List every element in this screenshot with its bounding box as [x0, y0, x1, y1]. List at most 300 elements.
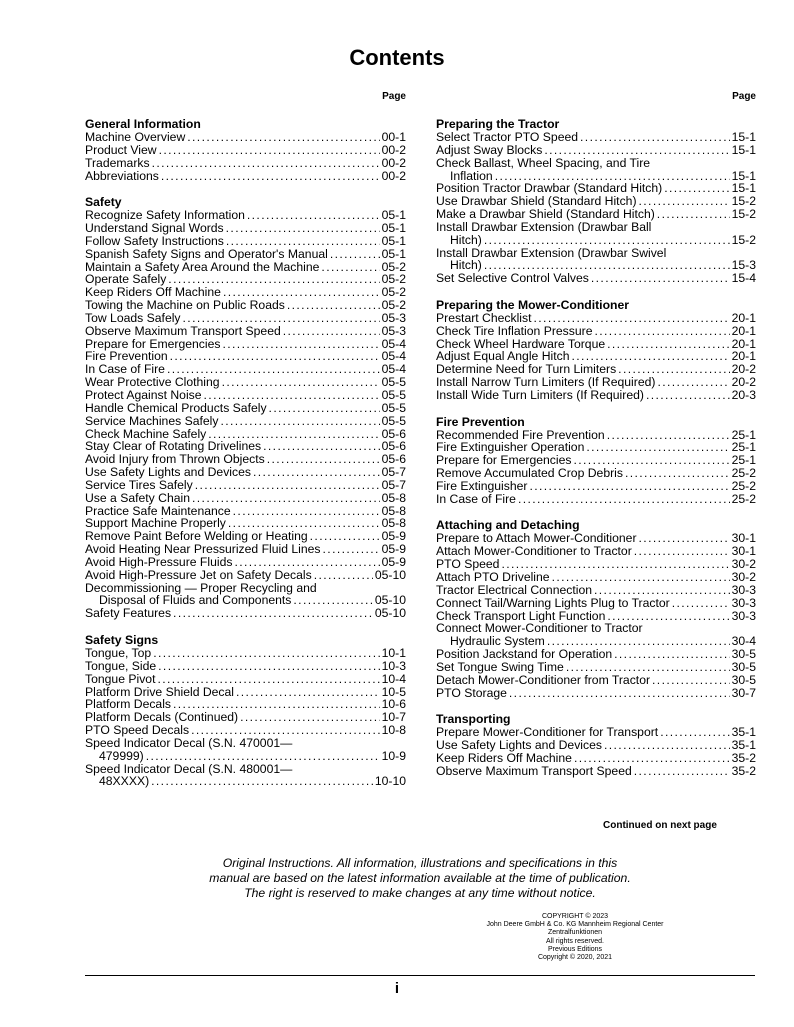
dot-leader — [204, 389, 380, 402]
entry-title: Platform Drive Shield Decal — [85, 684, 235, 699]
dot-leader — [247, 209, 380, 222]
dot-leader — [151, 775, 373, 788]
dot-leader — [157, 673, 379, 686]
toc-entry[interactable] — [85, 737, 406, 763]
toc-section — [436, 118, 756, 285]
dot-leader — [544, 144, 729, 157]
entry-page-number: 05-4 — [381, 362, 406, 377]
toc-entry[interactable] — [436, 584, 756, 597]
toc-entry[interactable] — [436, 622, 756, 648]
entry-title: Keep Riders Off Machine — [436, 750, 572, 765]
entry-page-number: 20-1 — [731, 323, 756, 338]
entry-title: Machine Overview — [85, 130, 186, 144]
dot-leader — [639, 532, 730, 545]
toc-entry[interactable] — [85, 582, 406, 608]
entry-title: Install Wide Turn Limiters (If Required) — [436, 387, 644, 402]
entry-page-number: 15-1 — [731, 181, 756, 196]
entry-page-number: 15-2 — [731, 207, 756, 222]
toc-entry[interactable] — [436, 221, 756, 247]
toc-entry[interactable] — [85, 157, 406, 170]
dot-leader — [222, 338, 379, 351]
toc-entry[interactable] — [85, 170, 406, 183]
entry-title: Towing the Machine on Public Roads — [85, 298, 285, 313]
entry-title: Support Machine Properly — [85, 516, 226, 531]
entry-title: Observe Maximum Transport Speed — [436, 763, 632, 778]
entry-page-number: 35-1 — [731, 738, 756, 753]
dot-leader — [220, 415, 379, 428]
entry-title: Avoid High-Pressure Fluids — [85, 554, 233, 569]
entry-page-number: 05-6 — [381, 426, 406, 441]
toc-entry[interactable] — [85, 492, 406, 505]
dot-leader — [226, 235, 380, 248]
entry-page-number: 30-5 — [731, 647, 756, 662]
entry-title: Service Tires Safely — [85, 477, 193, 492]
dot-leader — [323, 543, 380, 556]
dot-leader — [240, 711, 380, 724]
dot-leader — [594, 325, 729, 338]
toc-entry[interactable] — [436, 765, 756, 778]
entry-title: Install Narrow Turn Limiters (If Required) — [436, 375, 656, 390]
entry-title: Recognize Safety Information — [85, 208, 245, 223]
dot-leader — [173, 607, 373, 620]
entry-page-number: 15-3 — [731, 258, 756, 273]
footer-divider — [85, 975, 755, 976]
entry-page-number: 30-3 — [731, 595, 756, 610]
toc-entry[interactable] — [436, 739, 756, 752]
toc-entry[interactable] — [85, 673, 406, 686]
entry-page-number: 25-2 — [731, 491, 756, 506]
dot-leader — [330, 248, 380, 261]
entry-title: Handle Chemical Products Safely — [85, 400, 267, 415]
entry-page-number: 05-1 — [381, 208, 406, 223]
entry-title: Fire Extinguisher — [436, 479, 528, 493]
dot-leader — [158, 660, 379, 673]
dot-leader — [195, 479, 380, 492]
entry-title: Adjust Equal Angle Hitch — [436, 349, 570, 364]
entry-page-number: 05-1 — [381, 221, 406, 236]
entry-page-number: 25-2 — [731, 466, 756, 481]
entry-page-number: 35-2 — [731, 763, 756, 778]
entry-title: In Case of Fire — [436, 491, 516, 506]
dot-leader — [192, 492, 380, 505]
section-title: Transporting — [436, 712, 511, 727]
toc-column-right — [436, 90, 756, 791]
entry-page-number: 05-9 — [381, 554, 406, 569]
entry-page-number: 10-5 — [381, 684, 406, 699]
entry-page-number: 35-2 — [731, 750, 756, 765]
entry-title: Avoid Heating Near Pressurized Fluid Lines — [85, 542, 321, 557]
toc-entry[interactable] — [436, 480, 756, 493]
entry-title: Connect Tail/Warning Lights Plug to Tractor — [436, 595, 670, 610]
entry-page-number: 05-8 — [381, 516, 406, 531]
entry-title: Product View — [85, 142, 157, 157]
entry-title: Check Transport Light Function — [436, 608, 606, 623]
entry-page-number: 30-1 — [731, 544, 756, 559]
dot-leader — [591, 272, 730, 285]
entry-title: Check Machine Safely — [85, 426, 207, 441]
dot-leader — [580, 131, 730, 144]
entry-title-continuation: Hitch) — [450, 232, 482, 247]
entry-page-number: 30-2 — [731, 570, 756, 585]
toc-entry[interactable] — [85, 556, 406, 569]
entry-page-number: 05-9 — [381, 542, 406, 557]
dot-leader — [191, 724, 379, 737]
entry-page-number: 30-5 — [731, 672, 756, 687]
toc-section — [85, 196, 406, 620]
entry-page-number: 30-1 — [731, 531, 756, 546]
toc-section — [436, 416, 756, 506]
copyright-line: All rights reserved. — [546, 937, 604, 945]
entry-title: Follow Safety Instructions — [85, 233, 224, 248]
section-title: Preparing the Tractor — [436, 117, 560, 131]
toc-entry[interactable] — [436, 571, 756, 584]
entry-page-number: 05-1 — [381, 233, 406, 248]
toc-section — [85, 634, 406, 788]
entry-title: Position Jackstand for Operation — [436, 647, 613, 662]
dot-leader — [657, 376, 729, 389]
dot-leader — [634, 545, 730, 558]
dot-leader — [222, 376, 380, 389]
entry-page-number: 05-3 — [381, 310, 406, 325]
entry-page-number: 00-2 — [381, 168, 406, 183]
dot-leader — [566, 661, 730, 674]
toc-entry[interactable] — [85, 235, 406, 248]
section-title: Fire Prevention — [436, 414, 525, 429]
entry-title-continuation: Hitch) — [450, 258, 482, 273]
entry-page-number: 30-4 — [731, 634, 756, 649]
entry-page-number: 05-5 — [381, 387, 406, 402]
entry-title: Wear Protective Clothing — [85, 375, 220, 390]
entry-page-number: 10-10 — [374, 774, 406, 789]
toc-entry[interactable] — [85, 325, 406, 338]
toc-entry[interactable] — [85, 569, 406, 582]
entry-title: Attach Mower-Conditioner to Tractor — [436, 544, 632, 559]
entry-page-number: 30-5 — [731, 659, 756, 674]
copyright-line: Copyright © 2020, 2021 — [537, 954, 613, 962]
toc-section — [436, 299, 756, 402]
entry-title: Fire Prevention — [85, 349, 168, 364]
entry-page-number: 00-1 — [381, 130, 406, 144]
dot-leader — [586, 441, 729, 454]
entry-page-number: 15-2 — [731, 194, 756, 209]
entry-title: Install Drawbar Extension (Drawbar Swivel — [436, 245, 667, 260]
toc-entry[interactable] — [85, 299, 406, 312]
entry-page-number: 35-1 — [731, 725, 756, 740]
dot-leader — [226, 222, 380, 235]
entry-page-number: 15-4 — [731, 271, 756, 286]
copyright-line: Previous Editions — [547, 945, 603, 953]
entry-page-number: 30-3 — [731, 608, 756, 623]
toc-section — [85, 118, 406, 182]
toc-entry[interactable] — [436, 131, 756, 144]
toc-entry[interactable] — [436, 325, 756, 338]
dot-leader — [267, 453, 380, 466]
entry-title: Prepare to Attach Mower-Conditioner — [436, 531, 637, 546]
entry-title: Connect Mower-Conditioner to Tractor — [436, 621, 643, 636]
entry-title: Decommissioning — Proper Recycling and — [85, 580, 317, 595]
entry-title: Platform Decals — [85, 697, 172, 712]
entry-page-number: 10-4 — [381, 671, 406, 686]
entry-page-number: 05-4 — [381, 336, 406, 351]
entry-title: Use Safety Lights and Devices — [436, 738, 602, 753]
entry-title: Fire Extinguisher Operation — [436, 440, 585, 455]
notice-line: Original Instructions. All information, illustrations and specifications in this — [222, 856, 618, 870]
entry-page-number: 15-2 — [731, 232, 756, 247]
toc-sections-left — [85, 118, 406, 788]
toc-sections-right — [436, 118, 756, 778]
copyright-line: Zentralfunktionen — [547, 929, 603, 937]
entry-title: Practice Safe Maintenance — [85, 503, 231, 518]
entry-page-number: 30-2 — [731, 557, 756, 572]
dot-leader — [183, 312, 380, 325]
entry-page-number: 20-1 — [731, 310, 756, 325]
entry-title: Remove Accumulated Crop Debris — [436, 466, 623, 481]
entry-title: Recommended Fire Prevention — [436, 427, 605, 442]
dot-leader — [534, 312, 730, 325]
entry-page-number: 15-1 — [731, 142, 756, 157]
dot-leader — [604, 739, 730, 752]
entry-page-number: 05-6 — [381, 439, 406, 454]
toc-entry[interactable] — [85, 131, 406, 144]
page-number: i — [394, 980, 400, 997]
entry-title: PTO Speed — [436, 557, 500, 572]
toc-entry[interactable] — [85, 389, 406, 402]
entry-title: Speed Indicator Decal (S.N. 480001— — [85, 761, 293, 776]
toc-entry[interactable] — [85, 660, 406, 673]
continued-note: Continued on next page — [603, 820, 717, 831]
dot-leader — [321, 261, 379, 274]
toc-entry[interactable] — [85, 607, 406, 620]
entry-page-number: 30-3 — [731, 582, 756, 597]
page-column-header: Page — [732, 91, 756, 102]
entry-page-number: 05-7 — [381, 477, 406, 492]
dot-leader — [625, 467, 730, 480]
toc-entry[interactable] — [85, 479, 406, 492]
toc-entry[interactable] — [85, 312, 406, 325]
entry-page-number: 05-5 — [381, 375, 406, 390]
entry-title: Tongue Pivot — [85, 671, 156, 686]
entry-page-number: 05-7 — [381, 465, 406, 480]
entry-page-number: 05-10 — [374, 606, 406, 621]
entry-page-number: 25-2 — [731, 479, 756, 493]
dot-leader — [161, 170, 380, 183]
entry-title: Tongue, Top — [85, 645, 152, 660]
dot-leader — [269, 402, 380, 415]
toc-entry[interactable] — [436, 144, 756, 157]
entry-title: Safety Features — [85, 606, 172, 621]
toc-column-left — [85, 90, 406, 802]
entry-page-number: 05-2 — [381, 285, 406, 300]
dot-leader — [660, 726, 729, 739]
entry-title: Avoid Injury from Thrown Objects — [85, 452, 265, 467]
toc-entry[interactable] — [85, 402, 406, 415]
dot-leader — [153, 647, 379, 660]
section-title: Attaching and Detaching — [436, 518, 580, 533]
entry-page-number: 05-1 — [381, 246, 406, 261]
toc-entry[interactable] — [85, 222, 406, 235]
dot-leader — [253, 466, 380, 479]
toc-entry[interactable] — [85, 415, 406, 428]
dot-leader — [152, 157, 380, 170]
entry-title: Stay Clear of Rotating Drivelines — [85, 439, 262, 454]
page-column-header: Page — [382, 91, 406, 102]
entry-page-number: 30-7 — [731, 685, 756, 700]
entry-page-number: 05-5 — [381, 400, 406, 415]
dot-leader — [293, 594, 372, 607]
entry-page-number: 00-2 — [381, 142, 406, 157]
toc-entry[interactable] — [85, 647, 406, 660]
dot-leader — [484, 234, 730, 247]
entry-title: Protect Against Noise — [85, 387, 202, 402]
notice-line: The right is reserved to make changes at any time without notice. — [244, 886, 596, 900]
dot-leader — [287, 299, 380, 312]
dot-leader — [509, 687, 730, 700]
entry-title-continuation: 48XXXX) — [99, 774, 150, 789]
entry-page-number: 10-1 — [381, 645, 406, 660]
entry-title: Detach Mower-Conditioner from Tractor — [436, 672, 651, 687]
toc-entry[interactable] — [436, 597, 756, 610]
dot-leader — [657, 208, 730, 221]
toc-entry[interactable] — [85, 724, 406, 737]
entry-title: Select Tractor PTO Speed — [436, 130, 579, 144]
entry-page-number: 15-1 — [731, 130, 756, 144]
entry-page-number: 05-10 — [374, 567, 406, 582]
entry-title: Use Safety Lights and Devices — [85, 465, 251, 480]
entry-title: Abbreviations — [85, 168, 159, 183]
entry-page-number: 25-1 — [731, 440, 756, 455]
entry-page-number: 10-9 — [381, 748, 406, 763]
dot-leader — [634, 765, 730, 778]
entry-title: Observe Maximum Transport Speed — [85, 323, 281, 338]
copyright-line: John Deere GmbH & Co. KG Mannheim Regional Center — [486, 921, 664, 929]
toc-entry[interactable] — [85, 466, 406, 479]
entry-page-number: 20-2 — [731, 362, 756, 377]
dot-leader — [529, 480, 729, 493]
dot-leader — [664, 182, 729, 195]
entry-page-number: 25-1 — [731, 427, 756, 442]
entry-page-number: 10-8 — [381, 723, 406, 738]
toc-entry[interactable] — [436, 208, 756, 221]
section-title: General Information — [85, 117, 201, 131]
dot-leader — [283, 325, 380, 338]
entry-title: Avoid High-Pressure Jet on Safety Decals — [85, 567, 312, 582]
toc-entry[interactable] — [436, 493, 756, 506]
entry-page-number: 15-1 — [731, 168, 756, 183]
entry-page-number: 05-9 — [381, 529, 406, 544]
entry-title: Operate Safely — [85, 272, 167, 287]
entry-title-continuation: 479999) — [99, 748, 144, 763]
entry-page-number: 05-2 — [381, 298, 406, 313]
dot-leader — [594, 584, 730, 597]
entry-title: Prepare for Emergencies — [85, 336, 221, 351]
entry-title: Prepare for Emergencies — [436, 453, 572, 468]
entry-title: Maintain a Safety Area Around the Machine — [85, 259, 320, 274]
entry-page-number: 05-4 — [381, 349, 406, 364]
dot-leader — [607, 429, 730, 442]
copyright-block — [480, 913, 670, 962]
notice-line: manual are based on the latest information available at the time of publication. — [209, 871, 631, 885]
dot-leader — [552, 571, 730, 584]
dot-leader — [518, 493, 730, 506]
entry-page-number: 05-10 — [374, 593, 406, 608]
dot-leader — [314, 569, 373, 582]
entry-page-number: 05-2 — [381, 259, 406, 274]
entry-title: PTO Storage — [436, 685, 507, 700]
entry-page-number: 05-2 — [381, 272, 406, 287]
dot-leader — [234, 556, 379, 569]
entry-title-continuation: Hydraulic System — [450, 634, 545, 649]
entry-page-number: 05-8 — [381, 503, 406, 518]
toc-entry[interactable] — [436, 389, 756, 402]
toc-section — [436, 519, 756, 699]
toc-entry[interactable] — [436, 648, 756, 661]
toc-entry[interactable] — [436, 752, 756, 765]
entry-title: Set Selective Control Valves — [436, 271, 589, 286]
entry-title: Position Tractor Drawbar (Standard Hitch) — [436, 181, 663, 196]
toc-entry[interactable] — [436, 272, 756, 285]
entry-title: Remove Paint Before Welding or Heating — [85, 529, 308, 544]
section-title: Safety Signs — [85, 632, 159, 647]
entry-title: Make a Drawbar Shield (Standard Hitch) — [436, 207, 655, 222]
dot-leader — [574, 752, 730, 765]
entry-title: Service Machines Safely — [85, 413, 219, 428]
entry-title: Prestart Checklist — [436, 310, 532, 325]
entry-title: Check Wheel Hardware Torque — [436, 336, 606, 351]
toc-entry[interactable] — [436, 247, 756, 273]
entry-title: Tractor Electrical Connection — [436, 582, 593, 597]
entry-title: Use a Safety Chain — [85, 490, 191, 505]
toc-entry[interactable] — [85, 248, 406, 261]
entry-title: Trademarks — [85, 155, 150, 170]
toc-entry[interactable] — [436, 312, 756, 325]
entry-page-number: 05-5 — [381, 413, 406, 428]
entry-page-number: 25-1 — [731, 453, 756, 468]
entry-page-number: 05-3 — [381, 323, 406, 338]
dot-leader — [614, 648, 729, 661]
entry-title: In Case of Fire — [85, 362, 165, 377]
dot-leader — [170, 350, 380, 363]
entry-title-continuation: Inflation — [450, 168, 493, 183]
toc-entry[interactable] — [436, 661, 756, 674]
entry-title: Check Tire Inflation Pressure — [436, 323, 593, 338]
page-title: Contents — [349, 45, 445, 70]
entry-title: Keep Riders Off Machine — [85, 285, 221, 300]
toc-entry[interactable] — [436, 687, 756, 700]
toc-entry[interactable] — [436, 674, 756, 687]
entry-title: Tongue, Side — [85, 658, 157, 673]
entry-title-continuation-row — [85, 775, 406, 788]
dot-leader — [233, 505, 380, 518]
dot-leader — [646, 389, 730, 402]
entry-title: Speed Indicator Decal (S.N. 470001— — [85, 735, 293, 750]
dot-leader — [236, 686, 380, 699]
entry-title: Spanish Safety Signs and Operator's Manual — [85, 246, 328, 261]
entry-title: Attach PTO Driveline — [436, 570, 550, 585]
entry-title: Tow Loads Safely — [85, 310, 181, 325]
entry-title-continuation: Disposal of Fluids and Components — [99, 593, 292, 608]
toc-entry[interactable] — [436, 157, 756, 183]
toc-entry[interactable] — [85, 763, 406, 789]
entry-page-number: 05-6 — [381, 452, 406, 467]
copyright-line: COPYRIGHT © 2023 — [541, 913, 609, 920]
section-title: Preparing the Mower-Conditioner — [436, 297, 629, 312]
entry-page-number: 10-6 — [381, 697, 406, 712]
toc-entry[interactable] — [85, 144, 406, 157]
original-instructions-notice — [180, 856, 660, 901]
toc-section — [436, 713, 756, 777]
entry-title-continuation-row — [85, 750, 406, 763]
entry-page-number: 10-3 — [381, 658, 406, 673]
